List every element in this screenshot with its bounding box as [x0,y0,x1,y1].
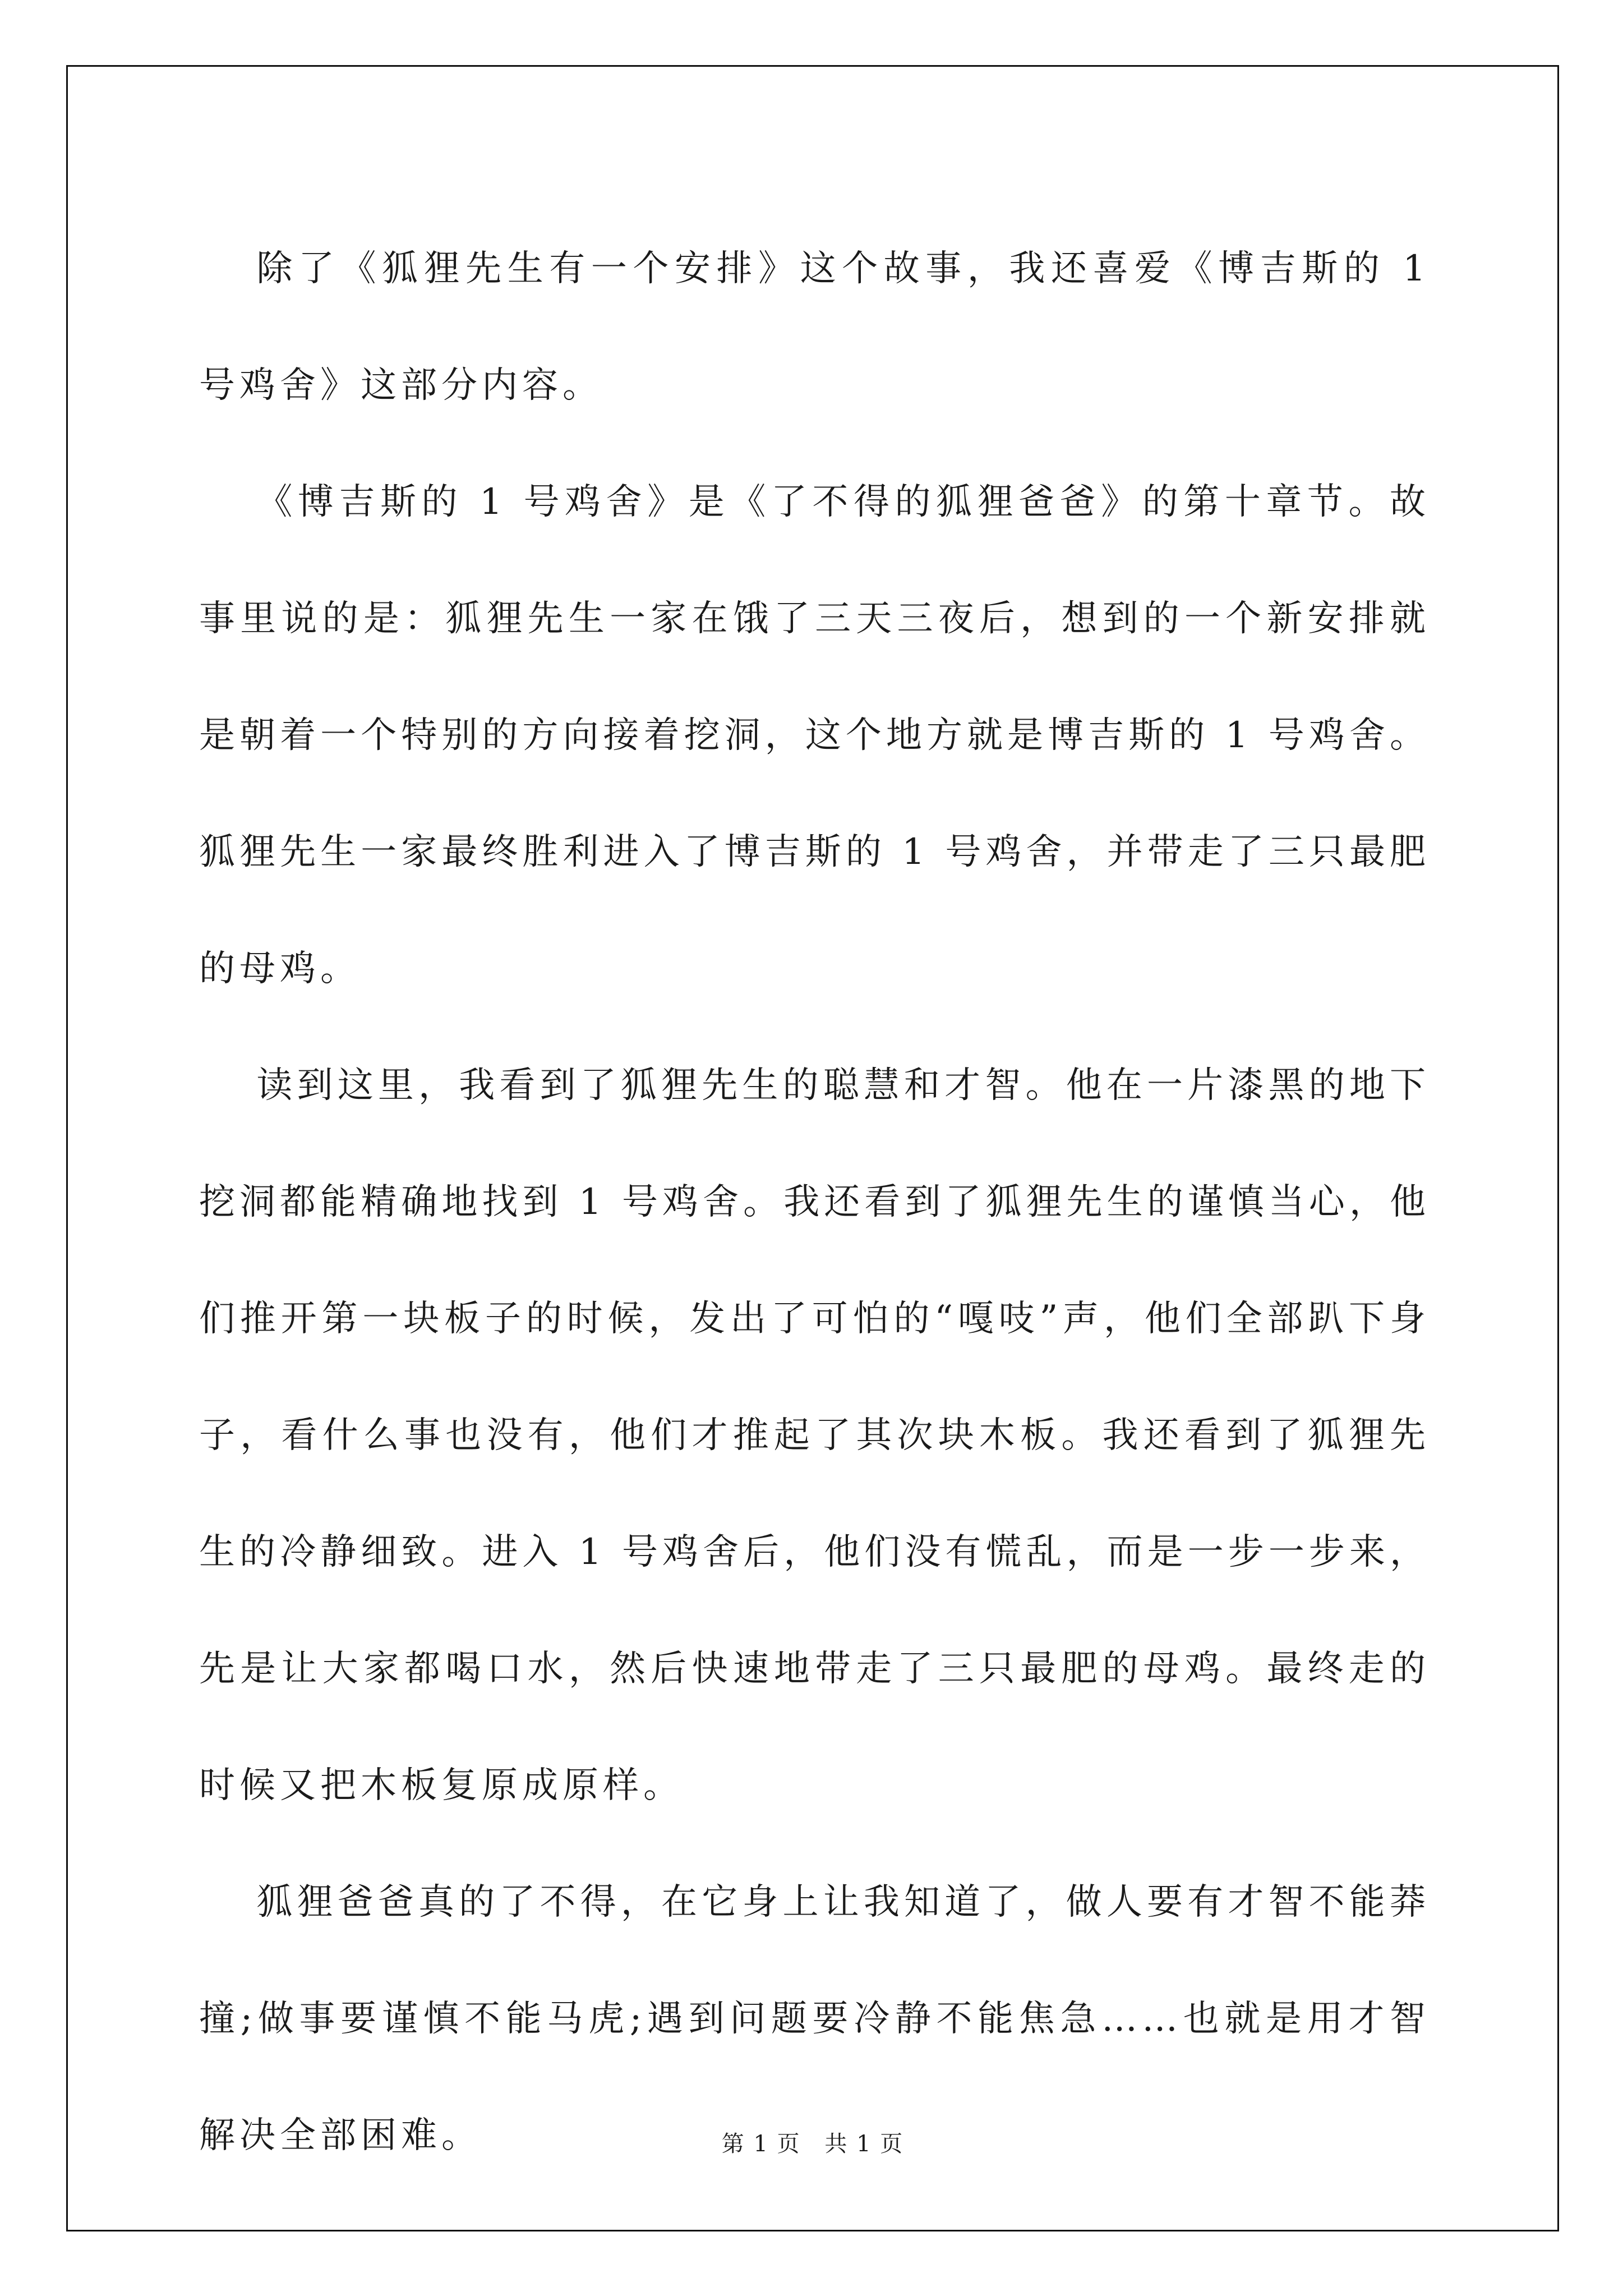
page-footer [66,2126,1559,2158]
document-body [199,210,1430,2194]
paragraph: 除了《狐狸先生有一个安排》这个故事，我还喜爱《博吉斯的 1 号鸡舍》这部分内容。 [199,248,1430,406]
paragraph: 狐狸爸爸真的了不得，在它身上让我知道了，做人要有才智不能莽撞;做事要谨慎不能马虎;遇到问题要冷静不能焦急……也就是用才智解决全部困难。 [199,1881,1430,2156]
paragraph: 读到这里，我看到了狐狸先生的聪慧和才智。他在一片漆黑的地下挖洞都能精确地找到 1 号鸡舍。我还看到了狐狸先生的谨慎当心，他们推开第一块板子的时候，发出了可怕的“嘎吱”声，他们全部趴下身子，看什么事也没有，他们才推起了其次块木板。我还看到了狐狸先生的冷静细致。进入 1 号鸡舍后，他们没有慌乱，而是一步一步来，先是让大家都喝口水，然后快速地带走了三只最肥的母鸡。最终走的时候又把木板复原成原样。 [199,1065,1430,1806]
page-number-current: 第 1 页 [721,2131,801,2157]
paragraph: 《博吉斯的 1 号鸡舍》是《了不得的狐狸爸爸》的第十章节。故事里说的是：狐狸先生一家在饿了三天三夜后，想到的一个新安排就是朝着一个特别的方向接着挖洞，这个地方就是博吉斯的 1 号鸡舍。狐狸先生一家最终胜利进入了博吉斯的 1 号鸡舍，并带走了三只最肥的母鸡。 [199,481,1430,990]
page-number-total: 共 1 页 [824,2131,904,2157]
